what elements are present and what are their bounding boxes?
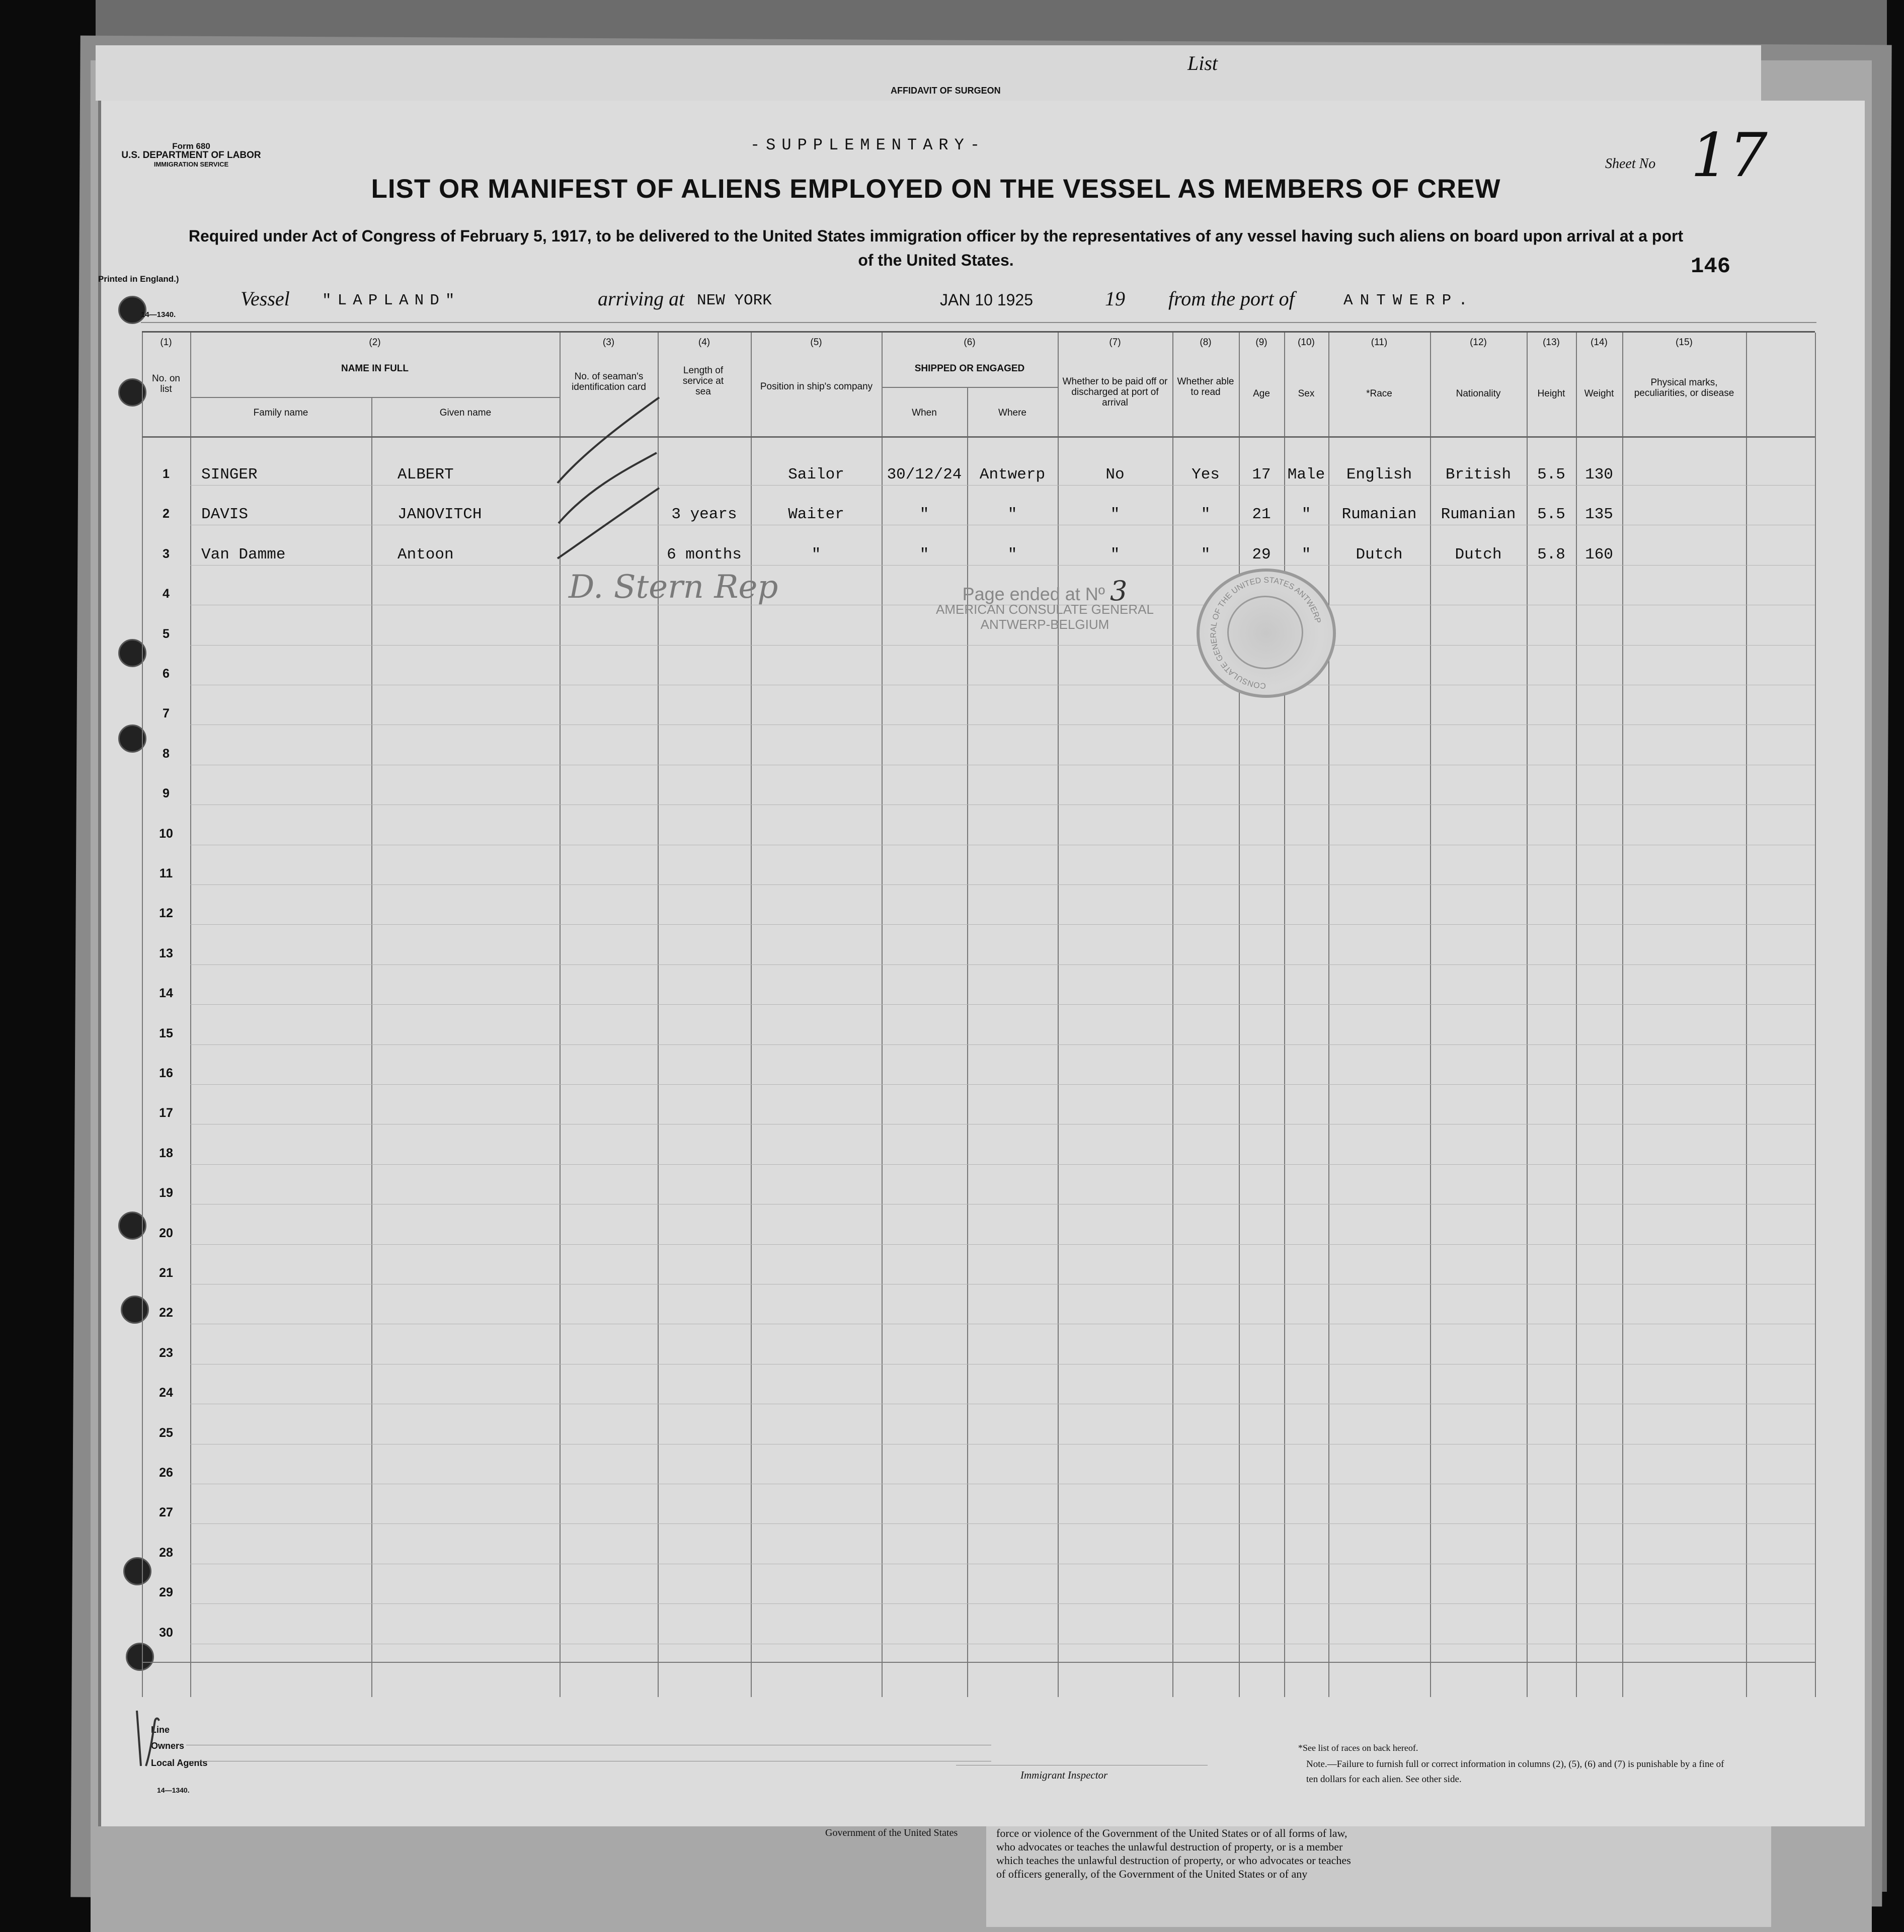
- cell-sex: ": [1301, 545, 1311, 564]
- arriving-port: NEW YORK: [697, 292, 772, 309]
- cell-given: ALBERT: [398, 466, 454, 484]
- col-num-1: (1): [160, 337, 172, 348]
- col-divider: [1430, 333, 1431, 1697]
- footer-code: 14—1340.: [157, 1786, 190, 1794]
- row-number: 22: [159, 1306, 173, 1320]
- cell-read: Yes: [1192, 466, 1220, 484]
- header-weight: Weight: [1584, 388, 1614, 399]
- page-title: LIST OR MANIFEST OF ALIENS EMPLOYED ON THE VESSEL AS MEMBERS OF CREW: [371, 174, 1501, 204]
- header-no-on-list: No. on list: [152, 373, 180, 394]
- cell-nationality: British: [1445, 466, 1512, 484]
- header-when: When: [912, 408, 937, 418]
- header-position: Position in ship's company: [760, 381, 873, 392]
- footer-races-note: *See list of races on back hereof.: [1298, 1743, 1418, 1753]
- form-meta: [108, 142, 274, 169]
- col-divider: [1815, 333, 1816, 1697]
- arriving-label: arriving at: [598, 287, 685, 310]
- handwritten-check-marks: [553, 392, 664, 564]
- row-number: 11: [159, 866, 173, 880]
- cell-length: 6 months: [667, 545, 742, 564]
- cell-paid: No: [1105, 466, 1125, 484]
- footer-note: Note.—Failure to furnish full or correct information in columns (2), (5), (6) and (7) is punishable by a fine of ten dollars for each alien. See other side.: [1306, 1759, 1724, 1785]
- row-number: 5: [163, 626, 170, 641]
- row-number: 19: [159, 1186, 173, 1200]
- row-number: 27: [159, 1505, 173, 1520]
- table-row: [190, 645, 1815, 646]
- cell-age: 29: [1252, 545, 1271, 564]
- top-list-label: List: [1187, 52, 1218, 74]
- stamp-consulate: AMERICAN CONSULATE GENERAL: [936, 602, 1154, 617]
- table-row: [190, 485, 1815, 486]
- back-text-line: of officers generally, of the Government of the United States or of any: [996, 1868, 1308, 1880]
- form-number: Form 680: [172, 141, 210, 151]
- row-number: 12: [159, 906, 173, 921]
- service-label: IMMIGRATION SERVICE: [153, 160, 229, 168]
- col-num-14: (14): [1591, 337, 1608, 348]
- crew-table: [142, 331, 1815, 1697]
- footer-local-agents-label: Local Agents: [151, 1758, 208, 1768]
- row-number: 2: [163, 507, 170, 521]
- col-num-5: (5): [810, 337, 822, 348]
- cell-family: SINGER: [201, 466, 258, 484]
- col-divider: [190, 333, 191, 1697]
- cell-weight: 130: [1585, 466, 1613, 484]
- cell-height: 5.8: [1537, 545, 1565, 564]
- table-row: [190, 1084, 1815, 1085]
- header-seaman-id: No. of seaman's identification card: [572, 371, 646, 392]
- col-divider: [1622, 333, 1623, 1697]
- cell-race: Rumanian: [1341, 506, 1417, 524]
- table-row: [190, 565, 1815, 566]
- back-text-line: which teaches the unlawful destruction of property, or who advocates or teaches: [996, 1854, 1351, 1867]
- top-back-sheet: [96, 45, 1761, 101]
- header-able-read: Whether able to read: [1177, 376, 1234, 397]
- row-number: 10: [159, 826, 173, 841]
- col-divider: [1239, 333, 1240, 1697]
- seal-text-ring: [1200, 572, 1333, 695]
- cell-read: ": [1201, 545, 1211, 564]
- row-number: 26: [159, 1466, 173, 1480]
- cell-weight: 135: [1585, 506, 1613, 524]
- cell-paid: ": [1110, 506, 1120, 524]
- cell-weight: 160: [1585, 545, 1613, 564]
- col-num-4: (4): [698, 337, 710, 348]
- footer-owners-label: Owners: [151, 1741, 185, 1751]
- row-number: 24: [159, 1386, 173, 1400]
- row-number: 17: [159, 1106, 173, 1120]
- row-number: 13: [159, 946, 173, 960]
- cell-paid: ": [1110, 545, 1120, 564]
- row-number: 18: [159, 1146, 173, 1160]
- back-text-line: who advocates or teaches the unlawful destruction of property, or is a member: [996, 1840, 1343, 1853]
- row-number: 30: [159, 1625, 173, 1640]
- vessel-underline: [141, 322, 1816, 323]
- from-port-label: from the port of: [1168, 287, 1295, 310]
- table-row: [190, 924, 1815, 925]
- row-number: 21: [159, 1266, 173, 1280]
- tick-stroke: [137, 1711, 159, 1766]
- col-divider: [1746, 333, 1747, 1697]
- header-family-name: Family name: [253, 408, 308, 418]
- seal-text: CONSULATE GENERAL OF THE UNITED STATES ANTWERP: [1209, 576, 1322, 690]
- header-paid-off: Whether to be paid off or discharged at port of arrival: [1062, 376, 1168, 408]
- cell-position: ": [811, 545, 821, 564]
- table-row: [190, 884, 1815, 885]
- vessel-label: Vessel: [241, 287, 290, 310]
- header-shipped-engaged: SHIPPED OR ENGAGED: [914, 363, 1025, 374]
- header-sex: Sex: [1298, 388, 1315, 399]
- name-header-rule: [190, 397, 560, 398]
- back-sheet-text: [996, 1826, 1575, 1881]
- col-num-12: (12): [1470, 337, 1487, 348]
- cell-when: ": [919, 545, 929, 564]
- year-label: 19: [1105, 287, 1125, 310]
- row-number: 25: [159, 1425, 173, 1440]
- row-number: 3: [163, 546, 170, 561]
- table-row: [190, 1004, 1815, 1005]
- stamp-page-ended-number: 3: [1109, 575, 1128, 607]
- col-divider: [1576, 333, 1577, 1697]
- cell-length: 3 years: [671, 506, 737, 524]
- arrival-date: JAN 10 1925: [940, 291, 1034, 309]
- shipped-header-rule: [882, 387, 1058, 388]
- col-divider: [1284, 333, 1285, 1697]
- footer-inspector-label: Immigrant Inspector: [1020, 1769, 1108, 1781]
- row-number: 14: [159, 986, 173, 1001]
- header-height: Height: [1537, 388, 1565, 399]
- col-num-15: (15): [1676, 337, 1693, 348]
- consulate-seal: [1197, 569, 1336, 698]
- cell-where: Antwerp: [979, 466, 1046, 484]
- row-number: 6: [163, 667, 170, 681]
- back-sheet-text-left: Government of the United States: [825, 1827, 958, 1838]
- table-row: [190, 1044, 1815, 1045]
- top-affidavit-label: AFFIDAVIT OF SURGEON: [891, 86, 1001, 96]
- cell-height: 5.5: [1537, 506, 1565, 524]
- department-label: U.S. DEPARTMENT OF LABOR: [121, 150, 261, 160]
- punch-hole: [118, 296, 146, 324]
- col-divider: [371, 398, 372, 1697]
- row-number: 8: [163, 746, 170, 761]
- col-num-8: (8): [1200, 337, 1212, 348]
- col-num-11: (11): [1371, 337, 1388, 348]
- consulate-stamp: [936, 575, 1154, 632]
- row-number: 20: [159, 1226, 173, 1240]
- row-number: 4: [163, 587, 170, 601]
- cell-nationality: Rumanian: [1441, 506, 1516, 524]
- header-given-name: Given name: [439, 408, 492, 418]
- cell-sex: ": [1301, 506, 1311, 524]
- col-divider: [751, 333, 752, 1697]
- print-code: 14—1340.: [141, 310, 176, 319]
- header-bottom-rule: [142, 436, 1815, 438]
- header-physical: Physical marks, peculiarities, or disease: [1634, 377, 1734, 398]
- cell-age: 21: [1252, 506, 1271, 524]
- col-num-3: (3): [602, 337, 615, 348]
- row-number: 16: [159, 1066, 173, 1080]
- cell-race: English: [1346, 466, 1412, 484]
- check-stroke: [559, 453, 657, 523]
- table-row: [190, 1164, 1815, 1165]
- handwritten-tick: [126, 1706, 176, 1771]
- col-divider: [1328, 333, 1329, 1697]
- col-divider: [882, 333, 883, 1697]
- header-length-service: Length of service at sea: [682, 365, 724, 397]
- col-num-6: (6): [964, 337, 976, 348]
- cell-where: ": [1007, 506, 1017, 524]
- cell-position: Sailor: [788, 466, 844, 484]
- page-subtitle: Required under Act of Congress of February 5, 1917, to be delivered to the United States immigration officer by the representatives of any vessel having such aliens on board upon arrival at a port of the United States.: [188, 227, 1684, 269]
- header-where: Where: [998, 408, 1026, 418]
- cell-family: DAVIS: [201, 506, 249, 524]
- col-num-13: (13): [1543, 337, 1560, 348]
- stamp-city: ANTWERP-BELGIUM: [980, 617, 1109, 632]
- handwritten-signature: D. Stern Rep: [569, 569, 778, 606]
- footer-line-label: Line: [151, 1725, 170, 1735]
- row-number: 1: [163, 467, 170, 481]
- row-number: 9: [163, 786, 170, 801]
- row-number: 7: [163, 706, 170, 721]
- sheet-label: Sheet No: [1605, 156, 1656, 172]
- cell-age: 17: [1252, 466, 1271, 484]
- cell-race: Dutch: [1356, 545, 1403, 564]
- back-sheet-bottom: [986, 1821, 1771, 1927]
- col-divider: [1527, 333, 1528, 1697]
- table-row: [190, 964, 1815, 965]
- cell-sex: Male: [1287, 466, 1325, 484]
- cell-read: ": [1201, 506, 1211, 524]
- table-bottom-rule: [142, 1662, 1815, 1663]
- col-num-10: (10): [1298, 337, 1315, 348]
- header-age: Age: [1253, 388, 1270, 399]
- stamp-page-ended-label: Page ended at Nº: [962, 584, 1105, 604]
- row-number: 28: [159, 1545, 173, 1560]
- header-nationality: Nationality: [1456, 388, 1501, 399]
- col-num-2: (2): [369, 337, 381, 348]
- row-number: 29: [159, 1585, 173, 1600]
- cell-when: 30/12/24: [887, 466, 962, 484]
- svg-text:CONSULATE GENERAL OF THE UNITE: [1209, 576, 1322, 690]
- header-name-in-full: NAME IN FULL: [341, 363, 409, 374]
- cell-nationality: Dutch: [1455, 545, 1502, 564]
- cell-where: ": [1007, 545, 1017, 564]
- cell-height: 5.5: [1537, 466, 1565, 484]
- check-stroke: [558, 397, 659, 483]
- table-row: [190, 1244, 1815, 1245]
- stamp-page-ended: [936, 575, 1154, 607]
- cell-given: Antoon: [398, 545, 454, 564]
- col-divider: [1058, 333, 1059, 1697]
- supplementary-label: -SUPPLEMENTARY-: [750, 136, 986, 154]
- from-port: ANTWERP.: [1343, 292, 1475, 309]
- col-divider: [1172, 333, 1173, 1697]
- cell-when: ": [919, 506, 929, 524]
- cell-position: Waiter: [788, 506, 844, 524]
- check-stroke: [558, 488, 659, 558]
- table-row: [190, 1523, 1815, 1524]
- col-num-7: (7): [1109, 337, 1121, 348]
- table-row: [190, 1603, 1815, 1604]
- back-text-line: force or violence of the Government of the United States or of all forms of law,: [996, 1827, 1347, 1839]
- col-num-9: (9): [1255, 337, 1267, 348]
- cell-given: JANOVITCH: [398, 506, 482, 524]
- table-row: [190, 804, 1815, 805]
- printed-in-label: Printed in England.): [98, 274, 179, 284]
- col-divider: [142, 333, 143, 1697]
- header-race: *Race: [1366, 388, 1392, 399]
- sheet-number: 17: [1691, 121, 1768, 191]
- row-number: 23: [159, 1345, 173, 1360]
- row-number: 15: [159, 1026, 173, 1040]
- vessel-name: "LAPLAND": [322, 292, 461, 309]
- stamp-number: 146: [1691, 254, 1731, 279]
- cell-family: Van Damme: [201, 545, 286, 564]
